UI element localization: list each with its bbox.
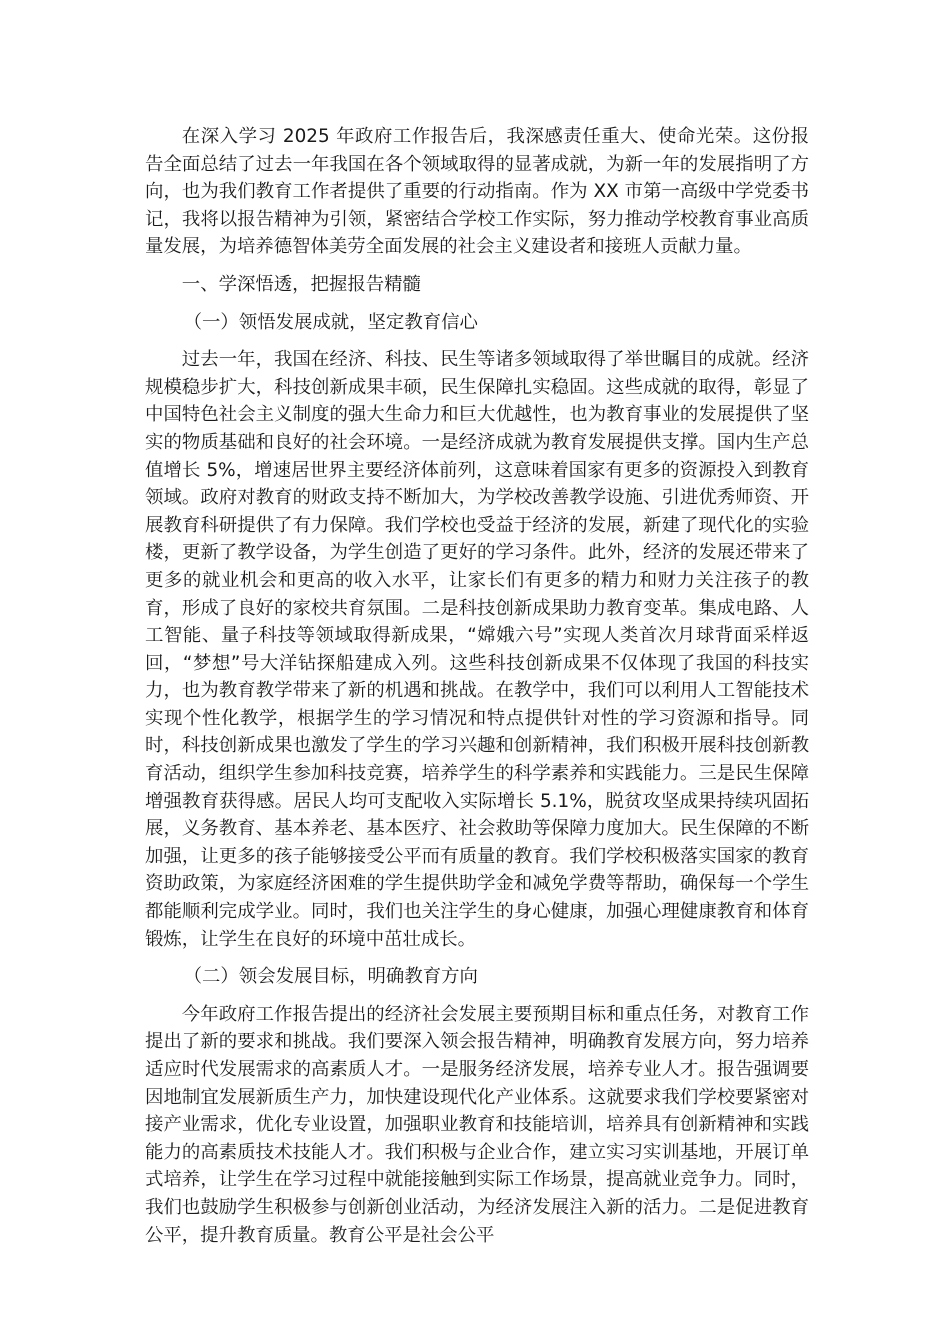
subsection-heading-1: （一）领悟发展成就，坚定教育信心 xyxy=(183,311,478,333)
document-page xyxy=(145,123,809,1249)
subsection-body-1: 过去一年，我国在经济、科技、民生等诸多领域取得了举世瞩目的成就。经济规模稳步扩大，科技创新成果丰硕，民生保障扎实稳固。这些成就的取得，彰显了中国特色社会主义制度的强大生命力和巨大优越性，也为教育事业的发展提供了坚实的物质基础和良好的社会环境。一是经济成就为教育发展提供支撑。国内生产总值增长 5%，增速居世界主要经济体前列，这意味着国家有更多的资源投入到教育领域。政府对教育的财政支持不断加大，为学校改善教学设施、引进优秀师资、开展教育科研提供了有力保障。我们学校也受益于经济的发展，新建了现代化的实验楼，更新了教学设备，为学生创造了更好的学习条件。此外，经济的发展还带来了更多的就业机会和更高的收入水平，让家长们有更多的精力和财力关注孩子的教育，形成了良好的家校共育氛围。二是科技创新成果助力教育变革。集成电路、人工智能、量子科技等领域取得新成果，“嫦娥六号”实现人类首次月球背面采样返回，“梦想”号大洋钻探船建成入列。这些科技创新成果不仅体现了我国的科技实力，也为教育教学带来了新的机遇和挑战。在教学中，我们可以利用人工智能技术实现个性化教学，根据学生的学习情况和特点提供针对性的学习资源和指导。同时，科技创新成果也激发了学生的学习兴趣和创新精神，我们积极开展科技创新教育活动，组织学生参加科技竞赛，培养学生的科学素养和实践能力。三是民生保障增强教育获得感。居民人均可支配收入实际增长 5.1%，脱贫攻坚成果持续巩固拓展，义务教育、基本养老、基本医疗、社会救助等保障力度加大。民生保障的不断加强，让更多的孩子能够接受公平而有质量的教育。我们学校积极落实国家的教育资助政策，为家庭经济困难的学生提供助学金和减免学费等帮助，确保每一个学生都能顺利完成学业。同时，我们也关注学生的身心健康，加强心理健康教育和体育锻炼，让学生在良好的环境中茁壮成长。 xyxy=(145,349,809,950)
section-heading-1: 一、学深悟透，把握报告精髓 xyxy=(181,273,421,295)
intro-paragraph: 在深入学习 2025 年政府工作报告后，我深感责任重大、使命光荣。这份报告全面总结了过去一年我国在各个领域取得的显著成就，为新一年的发展指明了方向，也为我们教育工作者提供了重要的行动指南。作为 XX 市第一高级中学党委书记，我将以报告精神为引领，紧密结合学校工作实际，努力推动学校教育事业高质量发展，为培养德智体美劳全面发展的社会主义建设者和接班人贡献力量。 xyxy=(145,126,809,258)
subsection-body-2: 今年政府工作报告提出的经济社会发展主要预期目标和重点任务，对教育工作提出了新的要求和挑战。我们要深入领会报告精神，明确教育发展方向，努力培养适应时代发展需求的高素质人才。一是服务经济发展，培养专业人才。报告强调要因地制宜发展新质生产力，加快建设现代化产业体系。这就要求我们学校要紧密对接产业需求，优化专业设置，加强职业教育和技能培训，培养具有创新精神和实践能力的高素质技术技能人才。我们积极与企业合作，建立实习实训基地，开展订单式培养，让学生在学习过程中就能接触到实际工作场景，提高就业竞争力。同时，我们也鼓励学生积极参与创新创业活动，为经济发展注入新的活力。二是促进教育公平，提升教育质量。教育公平是社会公平 xyxy=(145,1003,809,1246)
subsection-heading-2: （二）领会发展目标，明确教育方向 xyxy=(183,966,478,988)
